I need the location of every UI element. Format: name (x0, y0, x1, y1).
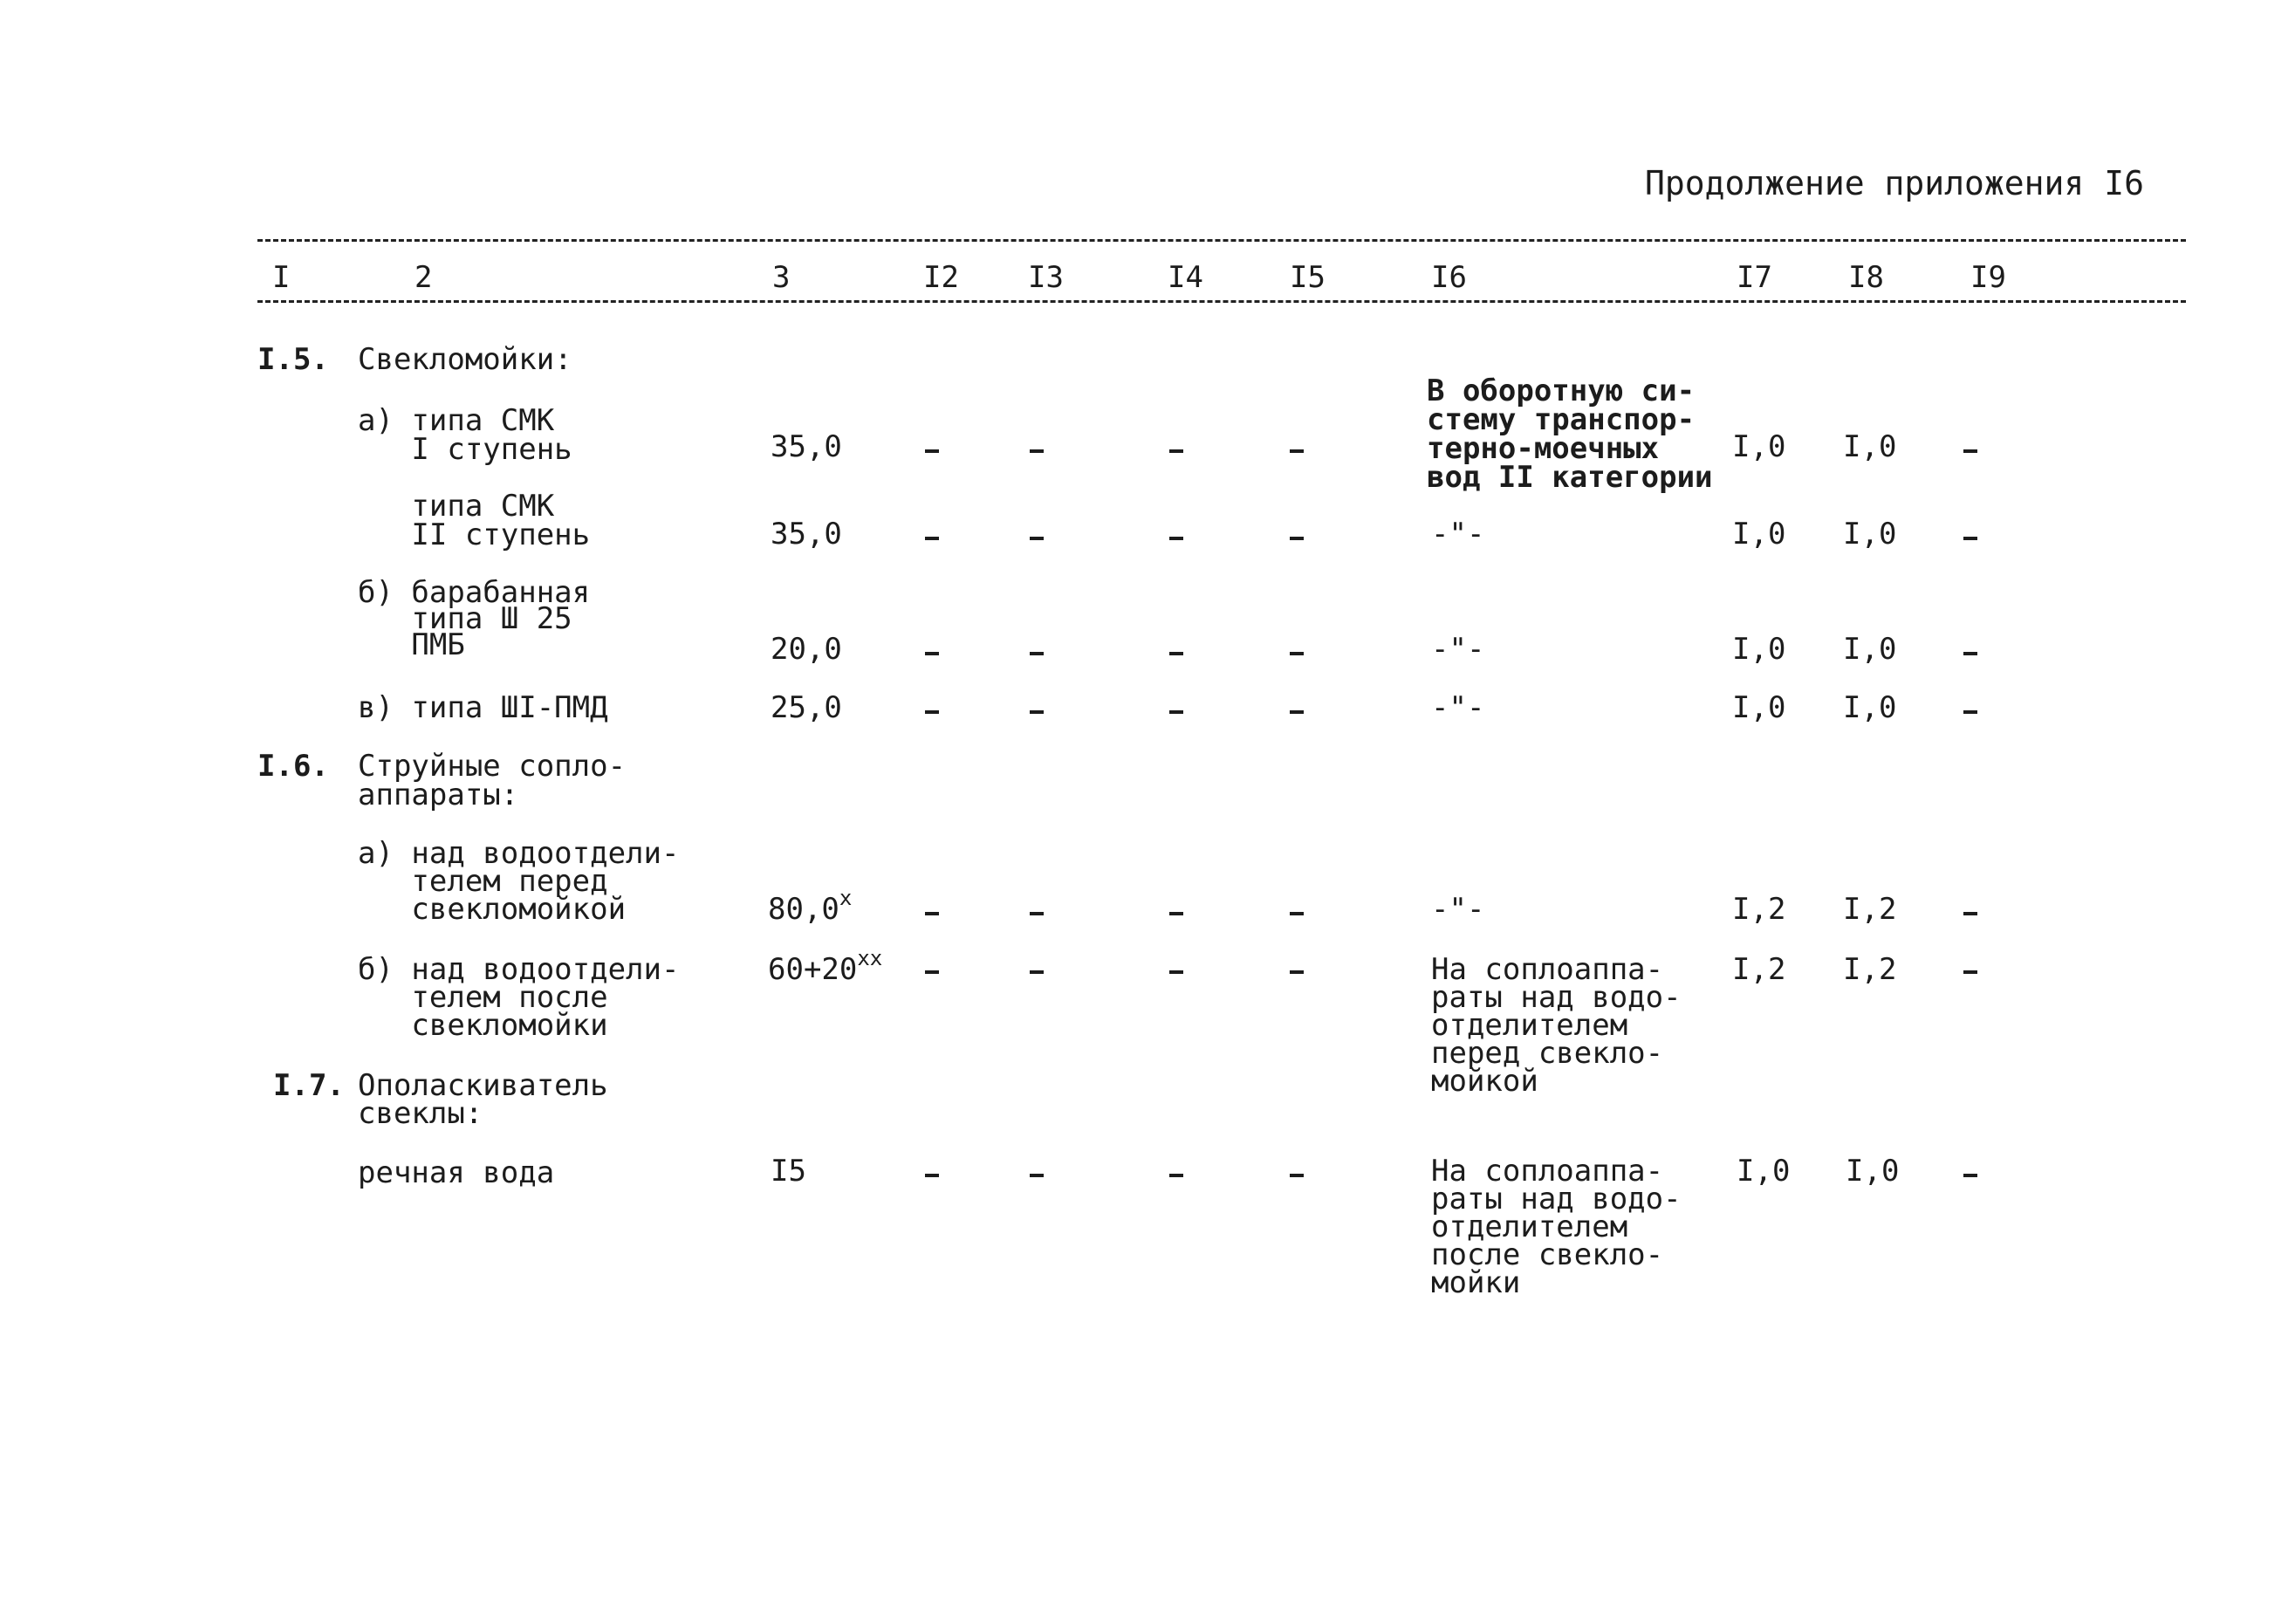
dash-col-15 (1290, 710, 1304, 714)
col-header-1: I (272, 260, 291, 295)
cell-col-17: I,0 (1732, 632, 1786, 667)
row-name: б) над водоотдели- телем после свекломойки (358, 952, 680, 1043)
cell-col-18: I,0 (1846, 1154, 1900, 1189)
dash-col-19 (1963, 537, 1977, 540)
dash-col-19 (1963, 652, 1977, 655)
col-header-12: I2 (923, 260, 959, 295)
col-header-17: I7 (1737, 260, 1772, 295)
col-header-13: I3 (1028, 260, 1064, 295)
dash-col-19 (1963, 710, 1977, 714)
dash-col-14 (1169, 912, 1183, 915)
cell-col-16: На соплоаппа- раты над водо- отделителем после свекло- мойки (1431, 1154, 1682, 1300)
dash-col-15 (1290, 1174, 1304, 1177)
col-header-15: I5 (1290, 260, 1326, 295)
dash-col-19 (1963, 449, 1977, 453)
row-name: Ополаскиватель свеклы: (358, 1068, 608, 1131)
dash-col-12 (925, 912, 939, 915)
cell-col-3-value: 80,0 (768, 892, 839, 927)
cell-col-17: I,0 (1732, 429, 1786, 464)
dash-col-13 (1030, 710, 1044, 714)
dash-col-12 (925, 970, 939, 974)
table-rule-top (257, 239, 2186, 242)
row-name: Струйные сопло- аппараты: (358, 749, 627, 812)
page-heading: Продолжение приложения I6 (1645, 164, 2144, 202)
dash-col-12 (925, 1174, 939, 1177)
table-rule-header (257, 300, 2186, 303)
cell-col-16: В оборотную си- стему транспор- терно-моечных вод II категории (1427, 373, 1713, 495)
dash-col-13 (1030, 912, 1044, 915)
cell-col-3: 35,0 (771, 517, 842, 552)
cell-col-3 (768, 885, 853, 927)
cell-col-18: I,0 (1843, 690, 1897, 725)
row-name: в) типа ШI-ПМД (358, 690, 608, 725)
row-name: а) типа СМК I ступень (358, 403, 572, 467)
dash-col-12 (925, 652, 939, 655)
dash-col-14 (1169, 449, 1183, 453)
row-number: I.7. (273, 1068, 345, 1103)
col-header-2: 2 (414, 260, 433, 295)
col-header-16: I6 (1431, 260, 1467, 295)
cell-col-18: I,2 (1843, 892, 1897, 927)
row-name: речная вода (358, 1155, 555, 1190)
dash-col-13 (1030, 449, 1044, 453)
dash-col-14 (1169, 970, 1183, 974)
row-name: а) над водоотдели- телем перед свекломойкой (358, 836, 680, 927)
cell-col-16: На соплоаппа- раты над водо- отделителем перед свекло- мойкой (1431, 952, 1682, 1099)
cell-col-18: I,0 (1843, 429, 1897, 464)
cell-col-17: I,2 (1732, 892, 1786, 927)
cell-col-18: I,0 (1843, 632, 1897, 667)
dash-col-19 (1963, 970, 1977, 974)
dash-col-14 (1169, 710, 1183, 714)
col-header-3: 3 (772, 260, 791, 295)
dash-col-12 (925, 537, 939, 540)
cell-col-3-value: 60+20 (768, 952, 858, 987)
dash-col-13 (1030, 537, 1044, 540)
dash-col-15 (1290, 652, 1304, 655)
cell-col-3: 20,0 (771, 632, 842, 667)
dash-col-15 (1290, 537, 1304, 540)
cell-col-17: I,2 (1732, 952, 1786, 987)
cell-col-3 (768, 945, 883, 987)
row-name: Свекломойки: (358, 342, 572, 377)
dash-col-14 (1169, 652, 1183, 655)
cell-col-18: I,0 (1843, 517, 1897, 552)
cell-col-16: -"- (1431, 517, 1485, 552)
cell-col-17: I,0 (1737, 1154, 1791, 1189)
cell-col-17: I,0 (1732, 517, 1786, 552)
footnote-mark: x (839, 885, 853, 910)
row-name: типа СМК II ступень (411, 489, 591, 552)
cell-col-3: 35,0 (771, 429, 842, 464)
cell-col-18: I,2 (1843, 952, 1897, 987)
dash-col-12 (925, 710, 939, 714)
row-number: I.5. (257, 342, 329, 377)
col-header-18: I8 (1848, 260, 1884, 295)
dash-col-15 (1290, 970, 1304, 974)
row-number: I.6. (257, 749, 329, 784)
cell-col-3: I5 (771, 1154, 806, 1189)
cell-col-17: I,0 (1732, 690, 1786, 725)
row-name: б) барабанная типа Ш 25 ПМБ (358, 575, 591, 662)
dash-col-14 (1169, 1174, 1183, 1177)
cell-col-16: -"- (1431, 690, 1485, 725)
footnote-mark: xx (857, 945, 883, 970)
dash-col-13 (1030, 1174, 1044, 1177)
dash-col-13 (1030, 970, 1044, 974)
cell-col-16: -"- (1431, 632, 1485, 667)
cell-col-16: -"- (1431, 892, 1485, 927)
dash-col-12 (925, 449, 939, 453)
col-header-14: I4 (1168, 260, 1203, 295)
dash-col-15 (1290, 912, 1304, 915)
dash-col-13 (1030, 652, 1044, 655)
dash-col-15 (1290, 449, 1304, 453)
dash-col-19 (1963, 912, 1977, 915)
dash-col-19 (1963, 1174, 1977, 1177)
dash-col-14 (1169, 537, 1183, 540)
cell-col-3: 25,0 (771, 690, 842, 725)
col-header-19: I9 (1970, 260, 2006, 295)
